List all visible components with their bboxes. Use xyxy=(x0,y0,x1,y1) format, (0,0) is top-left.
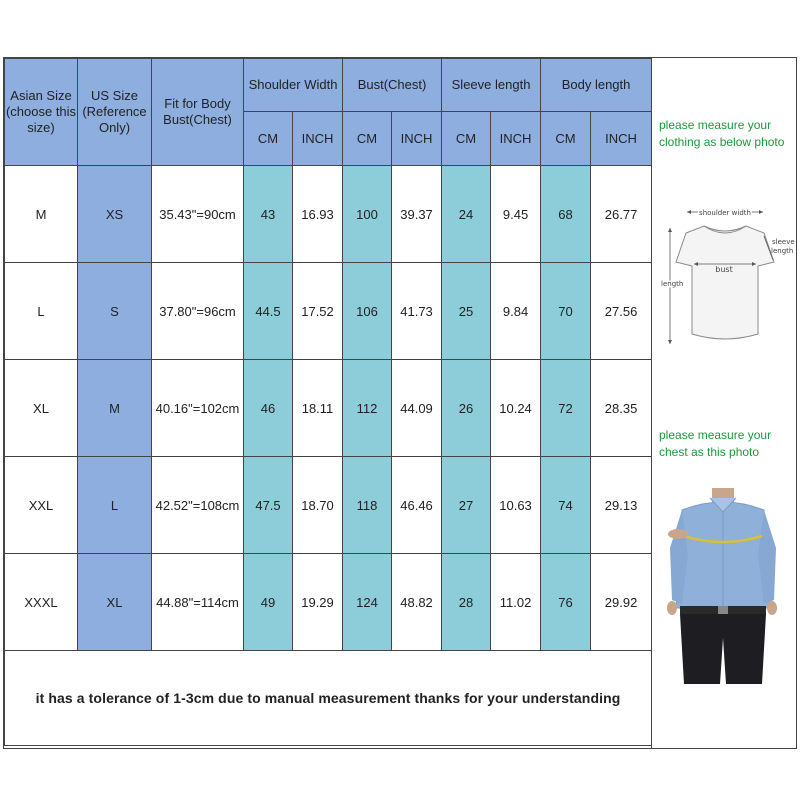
table-row xyxy=(5,457,652,554)
sleeve-label-line1: sleeve xyxy=(772,238,795,246)
body-cm-cell: 74 xyxy=(541,457,591,554)
size-table xyxy=(4,58,652,746)
asian-size-cell: XXXL xyxy=(5,554,78,651)
shoulder-inch-cell: 16.93 xyxy=(293,166,343,263)
sleeve-cm-cell: 25 xyxy=(442,263,491,360)
shoulder-cm-cell: 47.5 xyxy=(244,457,293,554)
bust-cm-cell: 112 xyxy=(343,360,392,457)
tolerance-note-text: it has a tolerance of 1-3cm due to manual measurement thanks for your understanding xyxy=(35,690,621,706)
fit-cell: 40.16"=102cm xyxy=(152,360,244,457)
header-us-size: US Size (Reference Only) xyxy=(78,59,152,166)
header-shoulder-cm: CM xyxy=(244,112,293,166)
measure-guide-panel xyxy=(651,58,797,748)
sleeve-inch-cell: 11.02 xyxy=(491,554,541,651)
asian-size-cell: XL xyxy=(5,360,78,457)
sleeve-inch-cell: 10.63 xyxy=(491,457,541,554)
header-sleeve-cm: CM xyxy=(442,112,491,166)
sleeve-cm-cell: 27 xyxy=(442,457,491,554)
table-row xyxy=(5,360,652,457)
us-size-cell: XS xyxy=(78,166,152,263)
chest-instruction-line2: chest as this photo xyxy=(659,445,760,459)
size-chart xyxy=(3,57,797,749)
fit-cell: 44.88"=114cm xyxy=(152,554,244,651)
asian-size-cell: M xyxy=(5,166,78,263)
header-shoulder-inch: INCH xyxy=(293,112,343,166)
shoulder-inch-cell: 18.70 xyxy=(293,457,343,554)
asian-size-cell: XXL xyxy=(5,457,78,554)
bust-label: bust xyxy=(715,265,733,274)
sleeve-inch-cell: 9.84 xyxy=(491,263,541,360)
fit-cell: 37.80"=96cm xyxy=(152,263,244,360)
body-cm-cell: 68 xyxy=(541,166,591,263)
header-shoulder-width: Shoulder Width xyxy=(244,59,343,112)
body-cm-cell: 76 xyxy=(541,554,591,651)
body-inch-cell: 27.56 xyxy=(591,263,652,360)
body-cm-cell: 70 xyxy=(541,263,591,360)
header-fit: Fit for Body Bust(Chest) xyxy=(152,59,244,166)
body-inch-cell: 26.77 xyxy=(591,166,652,263)
length-label: length xyxy=(661,280,684,288)
tshirt-shape xyxy=(676,226,774,339)
header-bust-inch: INCH xyxy=(392,112,442,166)
shoulder-cm-cell: 43 xyxy=(244,166,293,263)
fit-cell: 35.43"=90cm xyxy=(152,166,244,263)
header-body-inch: INCH xyxy=(591,112,652,166)
chest-measurement-photo xyxy=(666,488,778,684)
shoulder-cm-cell: 49 xyxy=(244,554,293,651)
bust-cm-cell: 118 xyxy=(343,457,392,554)
us-size-cell: M xyxy=(78,360,152,457)
body-inch-cell: 29.92 xyxy=(591,554,652,651)
table-row xyxy=(5,263,652,360)
bust-cm-cell: 124 xyxy=(343,554,392,651)
us-size-cell: XL xyxy=(78,554,152,651)
sleeve-label-line2: length xyxy=(771,247,794,255)
shoulder-width-label: shoulder width xyxy=(699,209,751,217)
asian-size-cell: L xyxy=(5,263,78,360)
body-inch-cell: 29.13 xyxy=(591,457,652,554)
bust-inch-cell: 48.82 xyxy=(392,554,442,651)
sleeve-cm-cell: 28 xyxy=(442,554,491,651)
sleeve-cm-cell: 24 xyxy=(442,166,491,263)
body-cm-cell: 72 xyxy=(541,360,591,457)
header-sleeve-length: Sleeve length xyxy=(442,59,541,112)
us-size-cell: S xyxy=(78,263,152,360)
table-row xyxy=(5,166,652,263)
header-body-length: Body length xyxy=(541,59,652,112)
shoulder-inch-cell: 19.29 xyxy=(293,554,343,651)
chest-instruction-line1: please measure your xyxy=(659,428,772,442)
bust-inch-cell: 39.37 xyxy=(392,166,442,263)
bust-inch-cell: 41.73 xyxy=(392,263,442,360)
us-size-cell: L xyxy=(78,457,152,554)
header-asian-size: Asian Size (choose this size) xyxy=(5,59,78,166)
sleeve-inch-cell: 9.45 xyxy=(491,166,541,263)
tshirt-measurement-diagram xyxy=(660,206,795,358)
tolerance-note xyxy=(5,651,652,746)
body-inch-cell: 28.35 xyxy=(591,360,652,457)
clothing-instruction-line2: clothing as below photo xyxy=(659,135,785,149)
clothing-instruction-line1: please measure your xyxy=(659,118,772,132)
fit-cell: 42.52"=108cm xyxy=(152,457,244,554)
bust-inch-cell: 46.46 xyxy=(392,457,442,554)
header-sleeve-inch: INCH xyxy=(491,112,541,166)
shoulder-cm-cell: 46 xyxy=(244,360,293,457)
bust-cm-cell: 106 xyxy=(343,263,392,360)
header-body-cm: CM xyxy=(541,112,591,166)
shoulder-cm-cell: 44.5 xyxy=(244,263,293,360)
bust-inch-cell: 44.09 xyxy=(392,360,442,457)
sleeve-cm-cell: 26 xyxy=(442,360,491,457)
shoulder-inch-cell: 18.11 xyxy=(293,360,343,457)
table-row xyxy=(5,554,652,651)
sleeve-inch-cell: 10.24 xyxy=(491,360,541,457)
header-bust-cm: CM xyxy=(343,112,392,166)
bust-cm-cell: 100 xyxy=(343,166,392,263)
shoulder-inch-cell: 17.52 xyxy=(293,263,343,360)
header-bust: Bust(Chest) xyxy=(343,59,442,112)
